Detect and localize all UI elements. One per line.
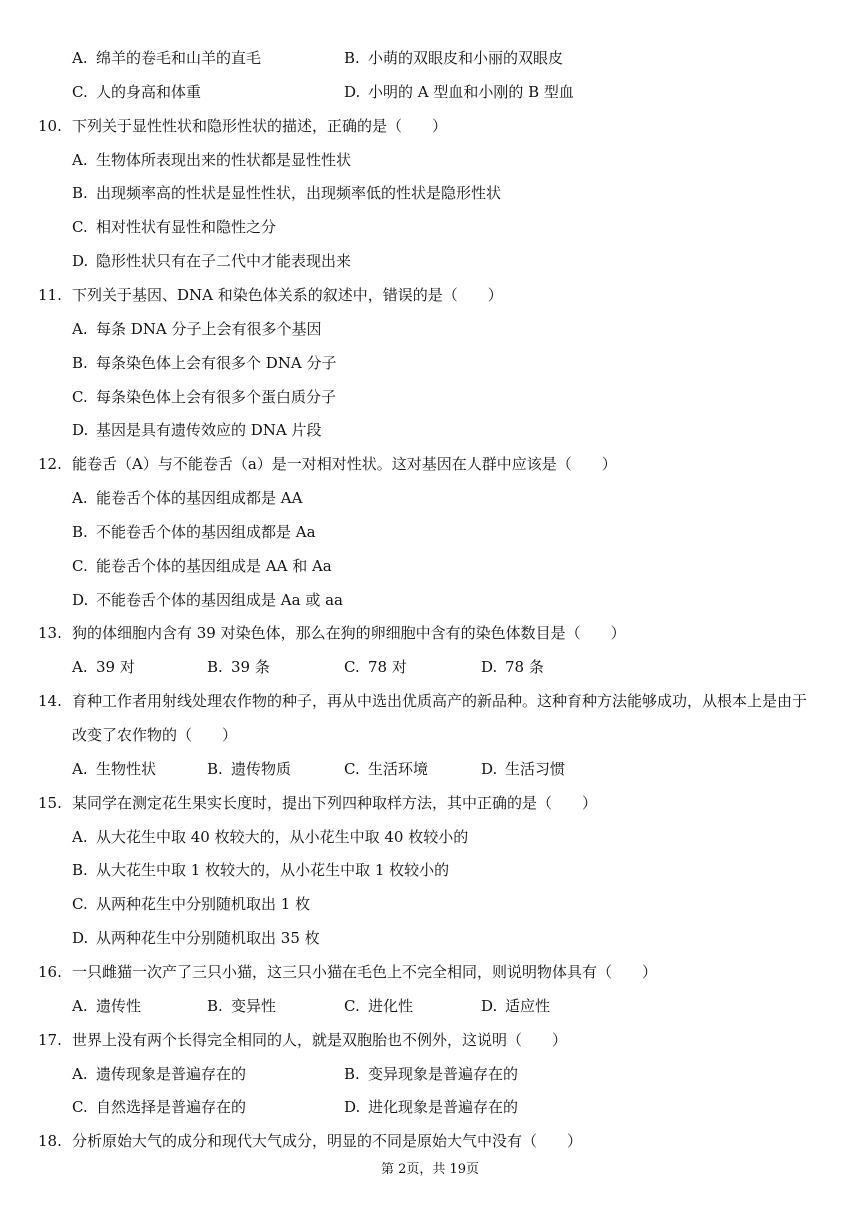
option-text: 不能卷舌个体的基因组成都是 Aa bbox=[96, 522, 316, 541]
option-letter: B. bbox=[72, 353, 88, 372]
option-text: 适应性 bbox=[505, 996, 551, 1015]
option-letter: C. bbox=[72, 218, 88, 237]
answer-option bbox=[72, 587, 343, 613]
answer-option bbox=[344, 1094, 518, 1120]
answer-option bbox=[72, 350, 337, 376]
question-text: 下列关于基因、DNA 和染色体关系的叙述中，错误的是（ ） bbox=[72, 285, 503, 304]
option-text: 基因是具有遗传效应的 DNA 片段 bbox=[96, 421, 322, 440]
option-text: 人的身高和体重 bbox=[96, 82, 202, 101]
option-text: 生活环境 bbox=[368, 759, 429, 778]
answer-option bbox=[481, 993, 550, 1019]
option-letter: A. bbox=[72, 658, 88, 677]
option-letter: D. bbox=[344, 1098, 361, 1117]
answer-option bbox=[344, 45, 563, 71]
answer-option bbox=[72, 384, 336, 410]
answer-option bbox=[481, 756, 565, 782]
page-footer: 第 2页，共 19页 bbox=[380, 1162, 480, 1177]
option-text: 相对性状有显性和隐性之分 bbox=[96, 218, 277, 237]
option-letter: A. bbox=[72, 759, 88, 778]
option-letter: B. bbox=[344, 1064, 360, 1083]
option-letter: C. bbox=[72, 387, 88, 406]
answer-option bbox=[72, 417, 322, 443]
option-text: 自然选择是普遍存在的 bbox=[96, 1098, 247, 1117]
option-text: 78 对 bbox=[368, 658, 407, 677]
option-text: 遗传物质 bbox=[231, 759, 292, 778]
question-number: 18. bbox=[38, 1132, 62, 1151]
question-number: 13. bbox=[38, 624, 62, 643]
option-text: 39 对 bbox=[96, 658, 135, 677]
answer-option bbox=[207, 993, 276, 1019]
option-letter: B. bbox=[72, 184, 88, 203]
answer-option bbox=[72, 248, 351, 274]
answer-option bbox=[72, 891, 310, 917]
option-letter: A. bbox=[72, 489, 88, 508]
answer-option bbox=[72, 79, 201, 105]
option-text: 78 条 bbox=[505, 658, 544, 677]
answer-option bbox=[72, 519, 316, 545]
answer-option bbox=[72, 553, 332, 579]
option-text: 生物体所表现出来的性状都是显性性状 bbox=[96, 150, 352, 169]
option-text: 39 条 bbox=[231, 658, 270, 677]
option-letter: A. bbox=[72, 827, 88, 846]
option-text: 生物性状 bbox=[96, 759, 157, 778]
question-number: 12. bbox=[38, 455, 62, 474]
option-letter: B. bbox=[344, 49, 360, 67]
option-letter: C. bbox=[72, 82, 88, 101]
option-text: 绵羊的卷毛和山羊的直毛 bbox=[96, 49, 262, 67]
answer-option bbox=[481, 654, 544, 680]
option-text: 小明的 A 型血和小刚的 B 型血 bbox=[368, 82, 574, 101]
option-text: 变异性 bbox=[231, 996, 277, 1015]
answer-option bbox=[72, 1061, 246, 1087]
option-letter: D. bbox=[481, 996, 498, 1015]
question-text: 狗的体细胞内含有 39 对染色体，那么在狗的卵细胞中含有的染色体数目是（ ） bbox=[72, 624, 626, 643]
option-text: 从两种花生中分别随机取出 35 枚 bbox=[96, 929, 320, 948]
answer-option bbox=[344, 79, 574, 105]
answer-option bbox=[72, 180, 501, 206]
question-number: 16. bbox=[38, 962, 62, 981]
option-text: 遗传现象是普遍存在的 bbox=[96, 1064, 247, 1083]
answer-option bbox=[344, 993, 413, 1019]
answer-option bbox=[72, 45, 261, 71]
question-number: 14. bbox=[38, 692, 62, 711]
answer-option bbox=[207, 756, 291, 782]
option-text: 生活习惯 bbox=[505, 759, 566, 778]
option-text: 每条染色体上会有很多个蛋白质分子 bbox=[96, 387, 337, 406]
option-letter: C. bbox=[344, 996, 360, 1015]
option-letter: A. bbox=[72, 996, 88, 1015]
option-letter: A. bbox=[72, 319, 88, 338]
option-text: 从大花生中取 1 枚较大的，从小花生中取 1 枚较小的 bbox=[96, 861, 450, 880]
question-number: 17. bbox=[38, 1030, 62, 1049]
answer-option bbox=[72, 316, 322, 342]
question-text: 育种工作者用射线处理农作物的种子，再从中选出优质高产的新品种。这种育种方法能够成功，从根本上是由于 bbox=[72, 692, 808, 711]
answer-option bbox=[72, 824, 468, 850]
answer-option bbox=[72, 857, 449, 883]
option-letter: C. bbox=[344, 759, 360, 778]
option-letter: B. bbox=[207, 996, 223, 1015]
option-text: 每条染色体上会有很多个 DNA 分子 bbox=[96, 353, 337, 372]
question-text: 下列关于显性性状和隐形性状的描述，正确的是（ ） bbox=[72, 116, 448, 135]
option-letter: D. bbox=[72, 421, 89, 440]
question-text: 某同学在测定花生果实长度时，提出下列四种取样方法，其中正确的是（ ） bbox=[72, 793, 598, 812]
option-letter: D. bbox=[344, 82, 361, 101]
question-text: 分析原始大气的成分和现代大气成分，明显的不同是原始大气中没有（ ） bbox=[72, 1132, 583, 1151]
question-text: 一只雌猫一次产了三只小猫，这三只小猫在毛色上不完全相同，则说明物体具有（ ） bbox=[72, 962, 658, 981]
answer-option bbox=[72, 756, 156, 782]
option-letter: B. bbox=[207, 658, 223, 677]
option-text: 小萌的双眼皮和小丽的双眼皮 bbox=[368, 49, 564, 67]
answer-option bbox=[344, 1061, 518, 1087]
answer-option bbox=[344, 756, 428, 782]
option-letter: B. bbox=[72, 861, 88, 880]
option-letter: C. bbox=[72, 895, 88, 914]
option-text: 出现频率高的性状是显性性状，出现频率低的性状是隐形性状 bbox=[96, 184, 502, 203]
answer-option bbox=[72, 485, 302, 511]
answer-option bbox=[72, 214, 276, 240]
option-letter: C. bbox=[344, 658, 360, 677]
option-letter: A. bbox=[72, 1064, 88, 1083]
question-text: 世界上没有两个长得完全相同的人，就是双胞胎也不例外，这说明（ ） bbox=[72, 1030, 568, 1049]
question-text: 改变了农作物的（ ） bbox=[72, 726, 238, 744]
answer-option bbox=[207, 654, 270, 680]
option-letter: C. bbox=[72, 1098, 88, 1117]
option-letter: D. bbox=[481, 658, 498, 677]
option-letter: A. bbox=[72, 150, 88, 169]
option-letter: A. bbox=[72, 49, 88, 67]
option-letter: C. bbox=[72, 556, 88, 575]
option-text: 从两种花生中分别随机取出 1 枚 bbox=[96, 895, 311, 914]
option-text: 从大花生中取 40 枚较大的，从小花生中取 40 枚较小的 bbox=[96, 827, 469, 846]
question-number: 10. bbox=[38, 116, 62, 135]
option-text: 遗传性 bbox=[96, 996, 142, 1015]
option-text: 每条 DNA 分子上会有很多个基因 bbox=[96, 319, 322, 338]
question-number: 11. bbox=[38, 285, 62, 304]
option-text: 能卷舌个体的基因组成都是 AA bbox=[96, 489, 303, 508]
option-letter: B. bbox=[207, 759, 223, 778]
answer-option bbox=[72, 993, 141, 1019]
question-text: 能卷舌（A）与不能卷舌（a）是一对相对性状。这对基因在人群中应该是（ ） bbox=[72, 455, 617, 474]
option-letter: D. bbox=[72, 590, 89, 609]
option-text: 不能卷舌个体的基因组成是 Aa 或 aa bbox=[96, 590, 343, 609]
option-text: 进化性 bbox=[368, 996, 414, 1015]
option-letter: B. bbox=[72, 522, 88, 541]
option-text: 隐形性状只有在子二代中才能表现出来 bbox=[96, 252, 352, 271]
answer-option bbox=[72, 147, 351, 173]
answer-option bbox=[72, 654, 135, 680]
answer-option bbox=[72, 925, 320, 951]
option-text: 能卷舌个体的基因组成是 AA 和 Aa bbox=[96, 556, 332, 575]
question-number: 15. bbox=[38, 793, 62, 812]
option-letter: D. bbox=[72, 252, 89, 271]
option-text: 变异现象是普遍存在的 bbox=[368, 1064, 519, 1083]
option-letter: D. bbox=[481, 759, 498, 778]
option-text: 进化现象是普遍存在的 bbox=[368, 1098, 519, 1117]
answer-option bbox=[72, 1094, 246, 1120]
option-letter: D. bbox=[72, 929, 89, 948]
answer-option bbox=[344, 654, 407, 680]
